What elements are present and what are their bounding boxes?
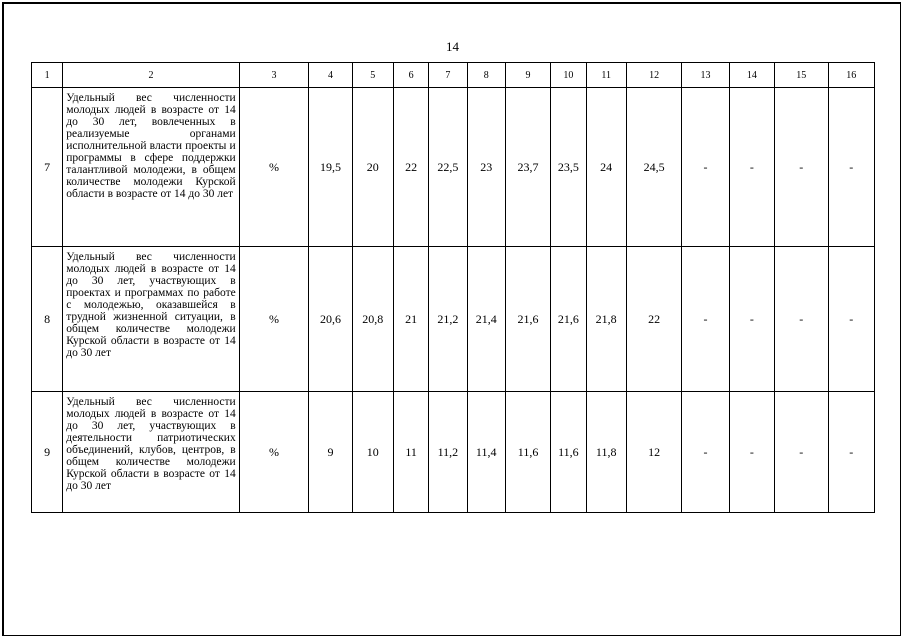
value-cell: - [729, 88, 774, 247]
value-cell: 19,5 [309, 88, 352, 247]
header-cell: 12 [626, 63, 681, 88]
header-cell: 14 [729, 63, 774, 88]
indicators-table [31, 62, 875, 513]
value-cell: 24,5 [626, 88, 681, 247]
value-cell: 20,6 [309, 247, 352, 392]
value-cell: 21,2 [429, 247, 467, 392]
value-cell: - [682, 392, 729, 513]
value-cell: 10 [352, 392, 393, 513]
value-cell: 11,4 [467, 392, 505, 513]
header-cell: 11 [586, 63, 626, 88]
indicator-description: Удельный вес численности молодых людей в возрасте от 14 до 30 лет, участвующих в проектах и программах по работе с молодежью, оказавшейся в трудной жизненной ситуации, в общем количестве молодежи Курской области в возрасте от 14 до 30 лет [63, 247, 239, 392]
value-cell: 22 [626, 247, 681, 392]
value-cell: - [775, 88, 828, 247]
table-row [32, 88, 875, 247]
unit-cell: % [239, 392, 309, 513]
value-cell: - [682, 88, 729, 247]
value-cell: - [775, 247, 828, 392]
value-cell: 11 [393, 392, 428, 513]
header-row [32, 63, 875, 88]
unit-cell: % [239, 247, 309, 392]
value-cell: 22,5 [429, 88, 467, 247]
value-cell: 11,6 [505, 392, 550, 513]
header-cell: 4 [309, 63, 352, 88]
value-cell: 23,5 [551, 88, 586, 247]
value-cell: 23 [467, 88, 505, 247]
value-cell: 21,4 [467, 247, 505, 392]
header-cell: 6 [393, 63, 428, 88]
header-cell: 13 [682, 63, 729, 88]
value-cell: - [828, 88, 875, 247]
value-cell: 21 [393, 247, 428, 392]
value-cell: 23,7 [505, 88, 550, 247]
row-number: 8 [32, 247, 63, 392]
value-cell: - [682, 247, 729, 392]
value-cell: 20,8 [352, 247, 393, 392]
row-number: 7 [32, 88, 63, 247]
value-cell: - [729, 247, 774, 392]
value-cell: 11,6 [551, 392, 586, 513]
header-cell: 9 [505, 63, 550, 88]
header-cell: 10 [551, 63, 586, 88]
header-cell: 8 [467, 63, 505, 88]
header-cell: 1 [32, 63, 63, 88]
table-row [32, 247, 875, 392]
value-cell: - [828, 392, 875, 513]
value-cell: - [729, 392, 774, 513]
header-cell: 2 [63, 63, 239, 88]
value-cell: 11,8 [586, 392, 626, 513]
value-cell: 22 [393, 88, 428, 247]
header-cell: 3 [239, 63, 309, 88]
value-cell: 20 [352, 88, 393, 247]
header-cell: 16 [828, 63, 875, 88]
value-cell: 9 [309, 392, 352, 513]
indicator-description: Удельный вес численности молодых людей в возрасте от 14 до 30 лет, участвующих в деятельности патриотических объединений, клубов, центров, в общем количестве молодежи Курской области в возрасте от 14 до 30 лет [63, 392, 239, 513]
value-cell: 12 [626, 392, 681, 513]
value-cell: 21,6 [551, 247, 586, 392]
value-cell: 21,6 [505, 247, 550, 392]
header-cell: 15 [775, 63, 828, 88]
row-number: 9 [32, 392, 63, 513]
unit-cell: % [239, 88, 309, 247]
page-number: 14 [446, 39, 459, 54]
table-row [32, 392, 875, 513]
indicator-description: Удельный вес численности молодых людей в возрасте от 14 до 30 лет, вовлеченных в реализуемые органами исполнительной власти проекты и программы в сфере поддержки талантливой молодежи, в общем количестве молодежи Курской области в возрасте от 14 до 30 лет [63, 88, 239, 247]
value-cell: 11,2 [429, 392, 467, 513]
header-cell: 5 [352, 63, 393, 88]
header-cell: 7 [429, 63, 467, 88]
value-cell: - [775, 392, 828, 513]
value-cell: 21,8 [586, 247, 626, 392]
value-cell: - [828, 247, 875, 392]
value-cell: 24 [586, 88, 626, 247]
